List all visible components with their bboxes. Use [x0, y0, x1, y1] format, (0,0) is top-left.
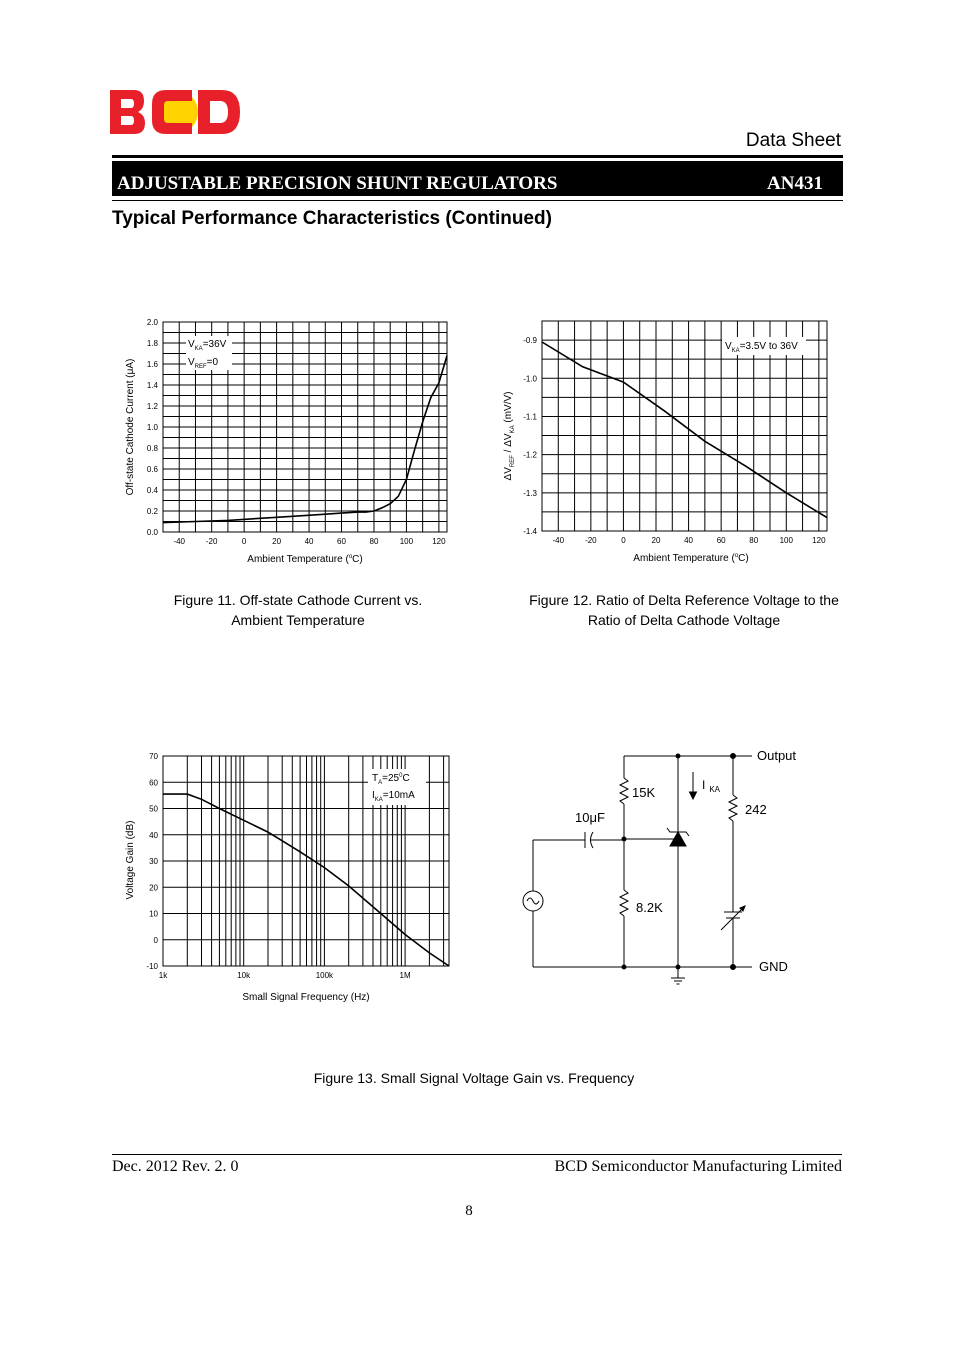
x-tick-label: 40 [304, 537, 314, 546]
y-tick-label: 1.4 [146, 381, 158, 390]
x-tick-label: 20 [651, 536, 661, 545]
y-tick-label: -0.9 [523, 336, 537, 346]
footer-company: BCD Semiconductor Manufacturing Limited [554, 1158, 842, 1175]
footer-rule [112, 1154, 842, 1155]
logo-letter-d [198, 90, 240, 134]
caption-line: Figure 11. Off-state Cathode Current vs. [173, 592, 423, 608]
ac-source-wave [527, 898, 539, 904]
annotation-vka: $V_{KA}=3.5V$ to 36V [725, 341, 798, 354]
x-tick-label: 60 [337, 537, 346, 546]
title-bar [112, 161, 843, 196]
y-tick-label: 1.6 [146, 360, 158, 369]
x-tick-label: -20 [585, 536, 597, 545]
y-tick-label: 70 [149, 752, 158, 761]
y-tick-label: 40 [149, 830, 158, 840]
resistor-242 [729, 795, 737, 821]
y-tick-label: 20 [149, 883, 158, 893]
header-rule [112, 155, 843, 158]
y-tick-label: -1.4 [523, 527, 537, 536]
y-tick-label: 50 [149, 804, 158, 814]
figure-12-chart [498, 312, 838, 572]
caption-line: Ratio of Delta Cathode Voltage [587, 612, 781, 628]
y-tick-label: -1.2 [523, 450, 537, 460]
ika-label: I $_{KA}$ [702, 778, 721, 794]
x-axis-label: Small Signal Frequency (Hz) [242, 992, 370, 1003]
bcd-logo [110, 88, 242, 136]
current-arrow-head [690, 792, 697, 799]
annotation-vref: $V_{REF}=0$ [188, 357, 219, 370]
y-tick-label: 1.8 [146, 339, 158, 348]
caption-line: Figure 12. Ratio of Delta Reference Voltage to the [529, 592, 839, 608]
figure-13-caption: Figure 13. Small Signal Voltage Gain vs. Frequency [313, 1070, 635, 1086]
header-rule-thin [112, 200, 843, 201]
y-tick-label: 1.2 [146, 402, 158, 411]
y-tick-label: 10 [149, 909, 158, 919]
part-number: AN431 [767, 173, 823, 194]
x-tick-label: -40 [552, 536, 565, 545]
x-tick-label: 100 [779, 536, 793, 545]
y-tick-label: -1.0 [523, 374, 537, 384]
annotation-ta: $T_A=25^0C$ [372, 773, 410, 786]
y-tick-label: -10 [146, 962, 158, 971]
y-tick-label: 30 [149, 857, 158, 866]
figure-13-chart [118, 745, 458, 1007]
x-axis-label: Ambient Temperature ($^o$C) [633, 553, 749, 564]
y-tick-label: 0.2 [146, 507, 158, 516]
y-tick-label: 0.4 [146, 486, 158, 495]
y-tick-label: -1.3 [523, 488, 537, 498]
x-tick-label: -20 [205, 537, 218, 546]
output-label: Output [757, 748, 797, 763]
x-tick-label: 100 [399, 537, 414, 546]
section-title: Typical Performance Characteristics (Continued) [112, 208, 552, 229]
figure-12-caption [505, 590, 863, 630]
series-line [542, 342, 827, 518]
y-tick-label: 0.8 [146, 444, 158, 453]
y-axis-label: $\Delta V_{REF} / \Delta V_{KA}$ (mV/V) [503, 391, 516, 481]
annotation-ika: $I_{KA}=10mA$ [372, 790, 415, 803]
figure-11-caption [130, 590, 466, 630]
y-tick-label: 0.6 [146, 465, 158, 474]
caption-line: Ambient Temperature [231, 612, 365, 628]
tick-labels [523, 336, 826, 545]
x-tick-label: 0 [621, 536, 626, 545]
resistor-15k [620, 778, 628, 804]
y-tick-label: 0.0 [146, 528, 158, 537]
x-tick-label: 1M [399, 971, 411, 980]
node [622, 965, 626, 969]
x-tick-label: 80 [369, 537, 379, 546]
x-tick-label: 0 [241, 537, 247, 546]
x-tick-label: 40 [684, 536, 694, 545]
x-axis-label: Ambient Temperature ($^o$C) [247, 554, 363, 565]
x-tick-label: 60 [716, 536, 726, 545]
x-tick-label: 20 [272, 537, 282, 546]
y-axis-label: Off-state Cathode Current (μA) [125, 358, 136, 496]
y-tick-label: 2.0 [146, 318, 158, 327]
r1-label: 15K [632, 785, 656, 800]
doc-title: ADJUSTABLE PRECISION SHUNT REGULATORS [117, 173, 558, 194]
y-tick-label: 0 [153, 935, 158, 945]
resistor-8k2 [620, 890, 628, 916]
r3-label: 242 [745, 802, 767, 817]
x-tick-label: 1k [158, 971, 168, 980]
y-tick-label: 1.0 [146, 423, 158, 432]
doc-type-label: Data Sheet [745, 130, 841, 151]
x-tick-label: 120 [432, 537, 446, 546]
series-line [163, 356, 447, 523]
y-tick-label: -1.1 [523, 412, 537, 422]
footer-date: Dec. 2012 Rev. 2. 0 [112, 1158, 239, 1175]
cap-label: 10μF [575, 810, 605, 825]
logo-letter-b [110, 90, 145, 134]
page-number: 8 [465, 1203, 473, 1219]
x-tick-label: 100k [315, 971, 334, 980]
test-circuit [515, 740, 815, 995]
x-tick-label: 80 [749, 536, 759, 545]
figure-11-chart [118, 312, 458, 572]
y-tick-label: 60 [149, 778, 158, 788]
x-tick-label: 120 [812, 536, 826, 545]
r2-label: 8.2K [636, 900, 663, 915]
annotation-vka: $V_{KA}=36V$ [188, 339, 227, 352]
y-axis-label: Voltage Gain (dB) [125, 820, 136, 900]
gnd-label: GND [759, 959, 788, 974]
x-tick-label: 10k [237, 971, 251, 980]
x-tick-label: -40 [173, 537, 186, 546]
